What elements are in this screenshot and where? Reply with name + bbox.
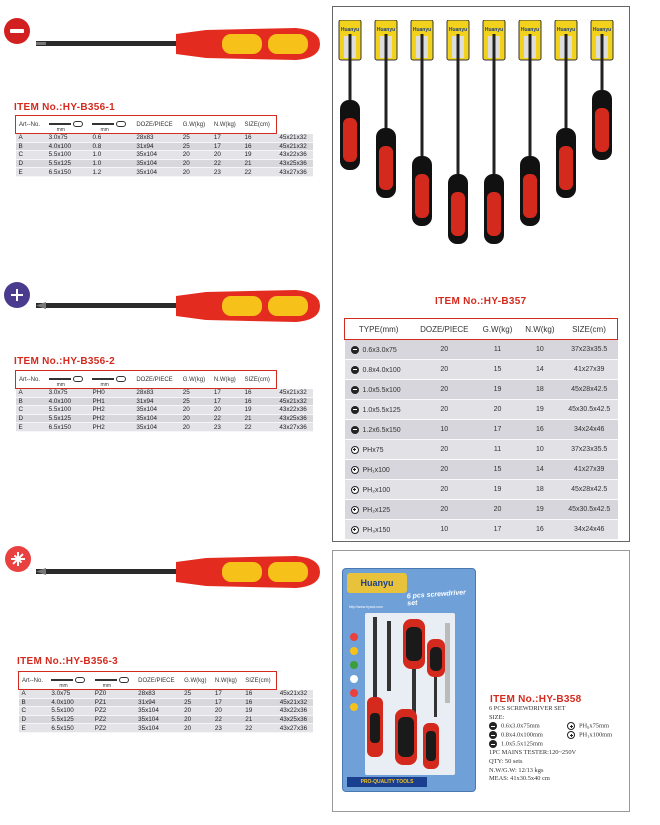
table-cell: 20 (181, 715, 212, 724)
table-cell: 21 (242, 414, 277, 423)
col-header: G.W(kg) (476, 319, 519, 340)
type-cell: 1.2x6.5x150 (345, 420, 413, 440)
svg-text:Huanyu: Huanyu (340, 27, 360, 33)
table-cell: 4.0x100 (46, 397, 90, 406)
table-cell: 17 (476, 420, 519, 440)
table-cell: 20 (412, 440, 476, 460)
table-cell: 10 (519, 440, 561, 460)
table-cell: B (19, 698, 49, 707)
table-cell: 1.0 (89, 151, 133, 160)
b358-details (489, 705, 629, 784)
slotted-icon (351, 366, 359, 374)
table-cell: 45x28x42.5 (561, 480, 618, 500)
svg-text:Huanyu: Huanyu (520, 27, 540, 33)
table-cell: 14 (519, 360, 561, 380)
hanging-screwdriver (483, 20, 505, 244)
spec-table-b356-2 (15, 370, 313, 432)
svg-text:Huanyu: Huanyu (412, 27, 432, 33)
table-cell: 41x27x39 (561, 360, 618, 380)
col-header-length: mm (46, 116, 90, 134)
table-cell: A (16, 134, 46, 143)
phillips-icon (351, 446, 359, 454)
table-cell: PZ2 (92, 715, 135, 724)
meas-spec: MEAS: 41x30.5x40 cm (489, 775, 550, 783)
item-title-b356-1: ITEM No.:HY-B356-1 (14, 102, 115, 113)
phillips-icon (567, 722, 575, 730)
col-header: N.W(kg) (212, 672, 242, 690)
table-cell: D (19, 715, 49, 724)
table-row (345, 420, 618, 440)
table-header (19, 672, 314, 690)
table-cell: B (16, 142, 46, 151)
table-cell: 35x104 (133, 168, 179, 177)
table-cell: 43x25x36 (276, 414, 313, 423)
table-cell: PH2 (89, 414, 133, 423)
table-cell: 20 (181, 707, 212, 716)
table-cell: 45x21x32 (276, 142, 313, 151)
table-row (16, 134, 314, 143)
table-cell: 45x21x32 (276, 397, 313, 406)
table-cell: 45x21x32 (276, 134, 313, 143)
type-cell: 0.6x3.0x75 (345, 340, 413, 360)
table-cell: 25 (180, 389, 211, 398)
table-cell: 19 (242, 151, 277, 160)
table-cell: 18 (519, 480, 561, 500)
table-cell: 20 (180, 159, 211, 168)
table-cell: 20 (412, 480, 476, 500)
col-header: G.W(kg) (180, 116, 211, 134)
table-cell: 20 (476, 400, 519, 420)
table-row (345, 440, 618, 460)
table-cell: 43x22x36 (276, 151, 313, 160)
table-cell: 16 (242, 142, 277, 151)
table-cell: 6.5x150 (46, 168, 90, 177)
table-cell: 20 (412, 460, 476, 480)
spec-table-b356-1 (15, 115, 313, 177)
table-cell: 1.2 (89, 168, 133, 177)
b357-product-image (336, 20, 626, 246)
col-header: DOZE/PIECE (133, 116, 179, 134)
pack-quality-banner: PRO-QUALITY TOOLS (347, 777, 427, 787)
table-cell: 25 (181, 690, 212, 699)
table-cell: PH2 (89, 423, 133, 432)
table-cell: 17 (476, 520, 519, 540)
table-cell: 16 (242, 134, 277, 143)
table-cell: B (16, 397, 46, 406)
table-cell: PZ1 (92, 698, 135, 707)
table-cell: 28x83 (133, 134, 179, 143)
col-header-length: mm (48, 672, 91, 690)
table-row (16, 406, 314, 415)
table-cell: 5.5x100 (48, 707, 91, 716)
col-header: DOZE/PIECE (135, 672, 181, 690)
table-cell: 35x104 (135, 707, 181, 716)
table-row (19, 698, 314, 707)
table-cell: PZ0 (92, 690, 135, 699)
col-header-length: mm (46, 371, 90, 389)
slotted-icon (351, 346, 359, 354)
table-cell: 20 (211, 406, 242, 415)
table-cell: C (19, 707, 49, 716)
table-cell: 6.5x150 (48, 724, 91, 733)
table-cell: E (16, 423, 46, 432)
table-cell: 4.0x100 (46, 142, 90, 151)
table-cell: 28x83 (133, 389, 179, 398)
table-row (19, 724, 314, 733)
weight-spec: N.W/G.W: 12/13 kgs (489, 766, 544, 774)
slotted-tip-icon (4, 18, 30, 44)
col-header: SIZE(cm) (242, 672, 277, 690)
slotted-icon (489, 740, 497, 748)
phillips-icon (351, 526, 359, 534)
table-cell: E (19, 724, 49, 733)
size-label: SIZE: (489, 713, 505, 721)
table-cell: 31x94 (135, 698, 181, 707)
table-row (345, 480, 618, 500)
table-cell: 16 (519, 420, 561, 440)
table-cell: 22 (242, 724, 277, 733)
table-cell: 20 (476, 500, 519, 520)
table-cell: 11 (476, 340, 519, 360)
table-cell: 22 (211, 414, 242, 423)
table-cell: 6.5x150 (46, 423, 90, 432)
type-cell: 1.0x5.5x125 (345, 400, 413, 420)
col-header: N.W(kg) (211, 371, 242, 389)
table-cell: D (16, 159, 46, 168)
spec-table-b357 (344, 318, 618, 540)
table-cell: 20 (412, 340, 476, 360)
table-cell: 35x104 (133, 151, 179, 160)
phillips-icon (351, 506, 359, 514)
slotted-icon (351, 386, 359, 394)
table-cell: 20 (412, 360, 476, 380)
table-cell: E (16, 168, 46, 177)
table-cell: 3.0x75 (48, 690, 91, 699)
slotted-screwdriver-image (36, 20, 322, 68)
table-row (345, 460, 618, 480)
table-cell: 4.0x100 (48, 698, 91, 707)
table-cell: 20 (212, 707, 242, 716)
table-cell: 5.5x125 (46, 159, 90, 168)
col-header: DOZE/PIECE (133, 371, 179, 389)
table-cell: 43x22x36 (277, 707, 313, 716)
table-cell: 5.5x100 (46, 151, 90, 160)
table-cell: 16 (242, 690, 277, 699)
table-cell: 17 (211, 389, 242, 398)
table-cell: 0.8 (89, 142, 133, 151)
pozidriv-tip-icon (5, 546, 31, 572)
col-header-tip: mm (89, 371, 133, 389)
type-cell: 0.8x4.0x100 (345, 360, 413, 380)
table-row (16, 151, 314, 160)
table-row (345, 360, 618, 380)
brand-logo: Huanyu (347, 573, 407, 593)
table-cell: 15 (476, 360, 519, 380)
table-cell: 20 (180, 151, 211, 160)
svg-text:Huanyu: Huanyu (484, 27, 504, 33)
table-cell: 43x27x36 (276, 423, 313, 432)
table-cell: 17 (211, 397, 242, 406)
table-cell: PH1 (89, 397, 133, 406)
pozidriv-screwdriver-image (36, 548, 322, 596)
col-header: G.W(kg) (181, 672, 212, 690)
table-cell: 28x83 (135, 690, 181, 699)
item-title-b358: ITEM No.:HY-B358 (490, 694, 582, 705)
table-row (345, 380, 618, 400)
table-cell: 25 (180, 134, 211, 143)
table-cell: 37x23x35.5 (561, 440, 618, 460)
table-cell: C (16, 151, 46, 160)
table-cell: PH0 (89, 389, 133, 398)
table-cell: 14 (519, 460, 561, 480)
table-cell: 17 (212, 698, 242, 707)
slotted-icon (351, 426, 359, 434)
pack-title: 6 pcs screwdriver set (406, 589, 467, 608)
table-cell: 21 (242, 159, 277, 168)
hanging-screwdriver (375, 20, 397, 198)
table-cell: 16 (242, 698, 277, 707)
table-cell: 21 (242, 715, 277, 724)
pack-window (365, 613, 455, 775)
tester-spec: 1PC MAINS TESTER:120~250V (489, 749, 577, 757)
table-cell: 3.0x75 (46, 134, 90, 143)
table-cell: 22 (211, 159, 242, 168)
table-cell: 22 (212, 715, 242, 724)
table-cell: 19 (242, 406, 277, 415)
col-header: N.W(kg) (519, 319, 561, 340)
svg-text:Huanyu: Huanyu (592, 27, 612, 33)
col-header: Art--No. (16, 371, 46, 389)
table-cell: 43x25x36 (276, 159, 313, 168)
table-cell: 19 (242, 707, 277, 716)
col-header: N.W(kg) (211, 116, 242, 134)
type-cell: PH₁x100 (345, 460, 413, 480)
table-cell: 31x94 (133, 142, 179, 151)
table-cell: 45x28x42.5 (561, 380, 618, 400)
table-row (345, 520, 618, 540)
table-row (16, 397, 314, 406)
item-title-b356-3: ITEM No.:HY-B356-3 (17, 656, 118, 667)
table-cell: 25 (181, 698, 212, 707)
table-cell: 35x104 (133, 159, 179, 168)
table-cell: 45x21x32 (277, 698, 313, 707)
table-row (345, 500, 618, 520)
pack-url: http://www.hyscd.com (349, 605, 383, 609)
table-cell: 34x24x46 (561, 420, 618, 440)
spec-table-b356-3 (18, 671, 313, 733)
table-cell: 17 (211, 142, 242, 151)
table-header (345, 319, 618, 340)
table-cell: 16 (242, 397, 277, 406)
col-header: SIZE(cm) (242, 371, 277, 389)
table-cell: 20 (180, 423, 211, 432)
table-cell: 1.0 (89, 159, 133, 168)
table-cell: C (16, 406, 46, 415)
size-row: 1.0x5.5x125mm (489, 740, 629, 749)
slotted-icon (351, 406, 359, 414)
table-cell: 16 (242, 389, 277, 398)
table-row (16, 168, 314, 177)
table-cell: 31x94 (133, 397, 179, 406)
type-cell: PH₃x150 (345, 520, 413, 540)
table-cell: 25 (180, 142, 211, 151)
table-cell: 45x21x32 (277, 690, 313, 699)
table-cell: 34x24x46 (561, 520, 618, 540)
item-title-b356-2: ITEM No.:HY-B356-2 (14, 356, 115, 367)
table-row (16, 389, 314, 398)
phillips-screwdriver-image (36, 282, 322, 330)
table-cell: 0.6 (89, 134, 133, 143)
col-header: Art--No. (16, 116, 46, 134)
b358-package-image (342, 568, 476, 792)
table-cell: 22 (242, 168, 277, 177)
type-cell: PHx75 (345, 440, 413, 460)
table-cell: A (19, 690, 49, 699)
table-row (16, 142, 314, 151)
table-cell: 20 (180, 168, 211, 177)
table-cell: 43x27x36 (277, 724, 313, 733)
table-cell: 35x104 (133, 423, 179, 432)
hanging-screwdriver (447, 20, 469, 244)
table-cell: 20 (412, 380, 476, 400)
table-cell: 41x27x39 (561, 460, 618, 480)
hanging-screwdriver (555, 20, 577, 198)
col-header: SIZE(cm) (242, 116, 277, 134)
table-cell: 20 (180, 406, 211, 415)
set-name: 6 PCS SCREWDRIVER SET (489, 705, 566, 712)
type-cell: 1.0x5.5x100 (345, 380, 413, 400)
table-cell: 35x104 (135, 715, 181, 724)
table-cell: 45x30.5x42.5 (561, 400, 618, 420)
table-cell: 17 (211, 134, 242, 143)
table-cell: PH2 (89, 406, 133, 415)
table-cell: 10 (519, 340, 561, 360)
pack-side-icons (347, 629, 361, 749)
table-cell: 10 (412, 420, 476, 440)
phillips-icon (351, 466, 359, 474)
table-cell: 19 (519, 500, 561, 520)
phillips-icon (567, 731, 575, 739)
table-cell: 23 (211, 423, 242, 432)
table-row (16, 423, 314, 432)
table-row (16, 159, 314, 168)
table-row (19, 690, 314, 699)
svg-text:Huanyu: Huanyu (376, 27, 396, 33)
table-cell: 5.5x125 (46, 414, 90, 423)
slotted-icon (489, 731, 497, 739)
table-header (16, 116, 314, 134)
table-header (16, 371, 314, 389)
col-header-tip: mm (92, 672, 135, 690)
table-cell: 16 (519, 520, 561, 540)
table-cell: 19 (519, 400, 561, 420)
table-cell: 35x104 (135, 724, 181, 733)
col-header: G.W(kg) (180, 371, 211, 389)
hanging-screwdriver (411, 20, 433, 226)
table-cell: 20 (412, 400, 476, 420)
table-cell: 20 (181, 724, 212, 733)
table-cell: 15 (476, 460, 519, 480)
size-row: 0.6x3.0x75mm PH₀x75mm (489, 722, 629, 731)
hanging-screwdriver (339, 20, 361, 170)
col-header: TYPE(mm) (345, 319, 413, 340)
svg-text:Huanyu: Huanyu (556, 27, 576, 33)
table-cell: 17 (212, 690, 242, 699)
col-header: Art--No. (19, 672, 49, 690)
table-cell: 5.5x125 (48, 715, 91, 724)
size-row: 0.8x4.0x100mm PH₁x100mm (489, 731, 629, 740)
table-cell: 19 (476, 380, 519, 400)
item-title-b357: ITEM No.:HY-B357 (435, 296, 527, 307)
col-header: SIZE(cm) (561, 319, 618, 340)
table-cell: 19 (476, 480, 519, 500)
table-cell: 35x104 (133, 414, 179, 423)
svg-text:Huanyu: Huanyu (448, 27, 468, 33)
qty-spec: QTY: 50 sets (489, 757, 523, 765)
table-cell: PZ2 (92, 724, 135, 733)
table-cell: 45x30.5x42.5 (561, 500, 618, 520)
table-cell: PZ2 (92, 707, 135, 716)
table-cell: 23 (211, 168, 242, 177)
table-cell: 43x22x36 (276, 406, 313, 415)
phillips-tip-icon (4, 282, 30, 308)
table-cell: 3.0x75 (46, 389, 90, 398)
table-cell: D (16, 414, 46, 423)
table-cell: 43x25x36 (277, 715, 313, 724)
phillips-icon (351, 486, 359, 494)
table-cell: 45x21x32 (276, 389, 313, 398)
type-cell: PH₂x125 (345, 500, 413, 520)
table-row (19, 707, 314, 716)
table-cell: 35x104 (133, 406, 179, 415)
table-cell: 5.5x100 (46, 406, 90, 415)
type-cell: PH₂x100 (345, 480, 413, 500)
table-cell: 20 (211, 151, 242, 160)
table-row (345, 340, 618, 360)
table-row (16, 414, 314, 423)
table-cell: 23 (212, 724, 242, 733)
table-cell: 20 (412, 500, 476, 520)
table-cell: A (16, 389, 46, 398)
col-header: DOZE/PIECE (412, 319, 476, 340)
col-header-tip: mm (89, 116, 133, 134)
table-cell: 20 (180, 414, 211, 423)
table-cell: 18 (519, 380, 561, 400)
table-cell: 10 (412, 520, 476, 540)
table-row (345, 400, 618, 420)
table-cell: 11 (476, 440, 519, 460)
hanging-screwdriver (519, 20, 541, 226)
table-cell: 25 (180, 397, 211, 406)
hanging-screwdriver (591, 20, 613, 160)
table-cell: 22 (242, 423, 277, 432)
table-cell: 37x23x35.5 (561, 340, 618, 360)
slotted-icon (489, 722, 497, 730)
table-row (19, 715, 314, 724)
table-cell: 43x27x36 (276, 168, 313, 177)
